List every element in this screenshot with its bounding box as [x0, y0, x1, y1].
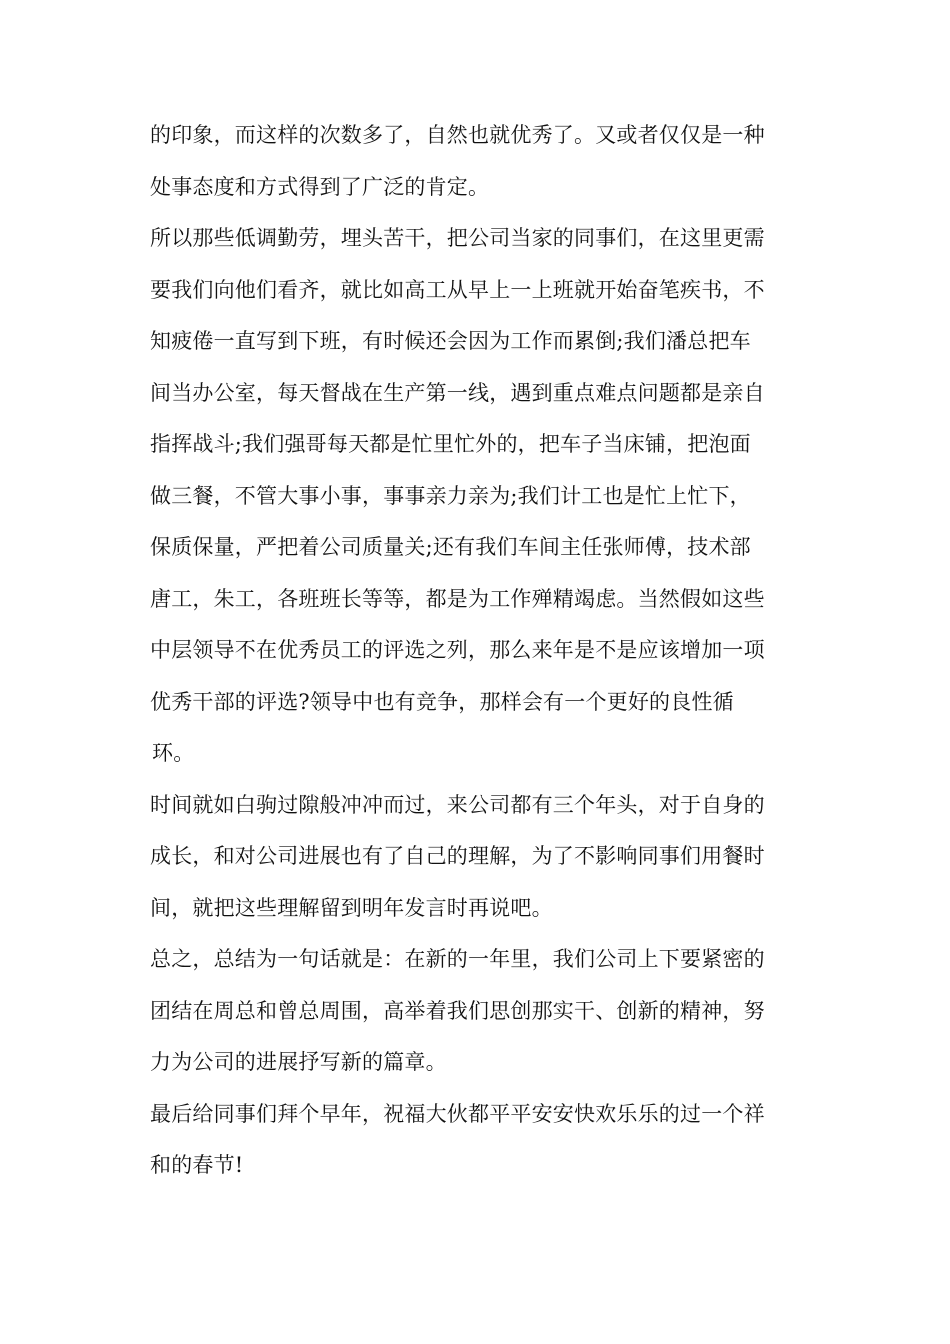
text-line: 环。 — [152, 741, 195, 765]
text-line: 做三餐，不管大事小事，事事亲力亲为;我们计工也是忙上忙下， — [150, 483, 751, 508]
text-line: 团结在周总和曾总周围，高举着我们思创那实干、创新的精神，努 — [150, 998, 765, 1023]
text-line: 最后给同事们拜个早年，祝福大伙都平平安安快欢乐乐的过一个祥 — [150, 1101, 765, 1126]
text-line: 间当办公室，每天督战在生产第一线，遇到重点难点问题都是亲自 — [150, 380, 765, 405]
text-line: 中层领导不在优秀员工的评选之列，那么来年是不是应该增加一项 — [150, 638, 765, 662]
text-line: 所以那些低调勤劳，埋头苦干，把公司当家的同事们，在这里更需 — [150, 226, 765, 250]
document-body-text — [150, 110, 810, 1192]
text-line: 要我们向他们看齐，就比如高工从早上一上班就开始奋笔疾书，不 — [150, 277, 765, 302]
text-line: 指挥战斗;我们强哥每天都是忙里忙外的，把车子当床铺，把泡面 — [150, 432, 751, 456]
text-line: 的印象，而这样的次数多了，自然也就优秀了。又或者仅仅是一种 — [150, 123, 765, 147]
text-line: 唐工，朱工，各班班长等等，都是为工作殚精竭虑。当然假如这些 — [150, 586, 765, 611]
text-line: 保质保量，严把着公司质量关;还有我们车间主任张师傅，技术部 — [150, 535, 751, 559]
text-line: 成长，和对公司进展也有了自己的理解，为了不影响同事们用餐时 — [150, 844, 765, 868]
text-line: 力为公司的进展抒写新的篇章。 — [150, 1050, 447, 1074]
text-line: 时间就如白驹过隙般冲冲而过，来公司都有三个年头，对于自身的 — [150, 792, 765, 817]
text-line: 和的春节! — [150, 1153, 244, 1177]
text-line: 处事态度和方式得到了广泛的肯定。 — [150, 174, 490, 199]
text-line: 知疲倦一直写到下班，有时候还会因为工作而累倒;我们潘总把车 — [150, 329, 751, 353]
text-line: 总之，总结为一句话就是：在新的一年里，我们公司上下要紧密的 — [150, 947, 765, 971]
text-line: 优秀干部的评选?领导中也有竞争，那样会有一个更好的良性循 — [150, 689, 734, 714]
text-line: 间，就把这些理解留到明年发言时再说吧。 — [150, 895, 553, 920]
